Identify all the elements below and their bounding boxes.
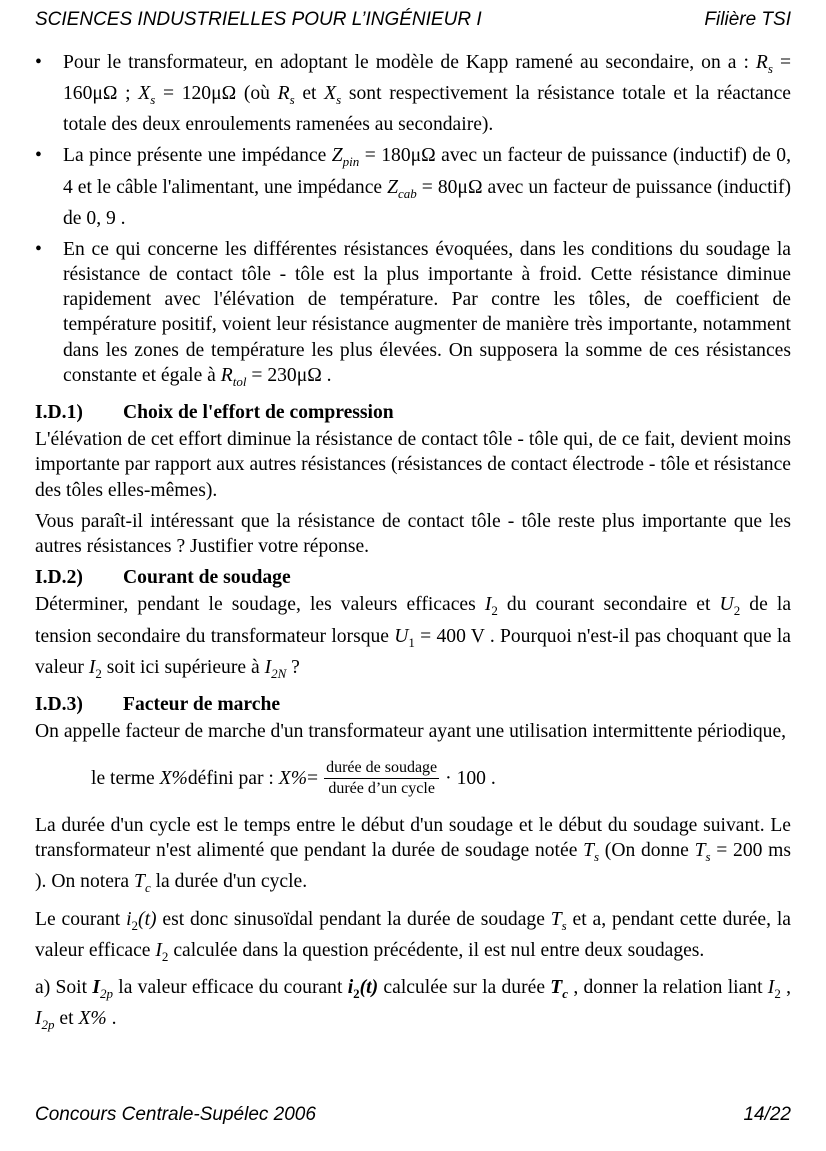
bullet-kapp-model: • Pour le transformateur, en adoptant le modèle de Kapp ramené au secondaire, on a : $R_s = 160\mu\Omega$ ; $X_s = 120\mu\Omega$ (où $R_s$ et $X_s$ sont respectivement la résistance totale et la réactance totale des deux enroulements ramenées au secondaire). (35, 52, 792, 136)
bullet-icon: • (35, 52, 42, 73)
page-number: 14/22 (743, 1104, 791, 1125)
document-body (35, 50, 791, 1043)
paragraph: Déterminer, pendant le soudage, les valeurs efficaces $I_2$ du courant secondaire et $U_2$ de la tension secondaire du transformateur lorsque $U_1 = 400$ V . Pourquoi n'est-il pas choquant que la valeur $I_2$ soit ici supérieure à $I_{2N}$ ? (35, 594, 792, 681)
fraction: $\frac{\text{durée de soudage}}{\text{durée d’un cycle}}$ (326, 759, 438, 798)
paragraph: Vous paraît-il intéressant que la résistance de contact tôle - tôle reste plus importante que les autres résistances ? Justifier votre réponse. (35, 510, 791, 557)
header-track: Filière TSI (704, 9, 791, 30)
formula-duty-factor: le terme X% défini par : X% = $\frac{\text{durée de soudage}}{\text{durée d’un cycle}}$ · 100 . (91, 759, 496, 798)
paragraph: La durée d'un cycle est le temps entre le début d'un soudage et le début du soudage suivant. Le transformateur n'est alimenté que pendant la durée de soudage notée $T_s$ (On donne $T_s = 200$ ms ). On notera $T_c$ la durée d'un cycle. (35, 815, 791, 896)
section-heading-id1: I.D.1) Choix de l'effort de compression (35, 401, 394, 423)
paragraph: Le courant $i_2(t)$ est donc sinusoïdal pendant la durée de soudage $T_s$ et a, pendant cette durée, la valeur efficace $I_2$ calculée dans la question précédente, il est nul entre deux soudages. (35, 908, 792, 964)
paragraph: On appelle facteur de marche d'un transformateur ayant une utilisation intermittente périodique, (35, 720, 787, 742)
bullet-icon: • (35, 238, 42, 260)
footer-contest: Concours Centrale-Supélec 2006 (35, 1104, 316, 1125)
section-heading-id2: I.D.2) Courant de soudage (35, 567, 291, 589)
header-title: SCIENCES INDUSTRIELLES POUR L’INGÉNIEUR I (35, 9, 482, 30)
section-heading-id3: I.D.3) Facteur de marche (35, 693, 281, 715)
bullet-resistances: • En ce qui concerne les différentes résistances évoquées, dans les conditions du soudage la résistance de contact tôle - tôle est la plus importante à froid. Cette résistance diminue rapidement avec l'élévation de température. Par contre les tôles, de coefficient de température positif, voient leur résistance augmenter de manière très importante, notamment dans les zones de température les plus élevées. On supposera la somme de ces résistances constante et égale à $R_{tol} = 230\mu\Omega$ . (35, 238, 791, 389)
paragraph: L'élévation de cet effort diminue la résistance de contact tôle - tôle qui, de ce fait, devient moins importante par rapport aux autres résistances (résistances de contact électrode - tôle et résistance des tôles elles-mêmes). (35, 429, 791, 501)
question-a: a) Soit $I_{2p}$ la valeur efficace du courant $i_2(t)$ calculée sur la durée $T_c$ , donner la relation liant $I_2$ , $I_{2p}$ et X% . (35, 976, 791, 1032)
bullet-clamp-impedance: • La pince présente une impédance $Z_{pin} = 180\mu\Omega$ avec un facteur de puissance (inductif) de 0, 4 et le câble l'alimentant, une impédance $Z_{cab} = 80\mu\Omega$ avec un facteur de puissance (inductif) de 0, 9 . (35, 145, 791, 229)
bullet-icon: • (35, 145, 42, 167)
